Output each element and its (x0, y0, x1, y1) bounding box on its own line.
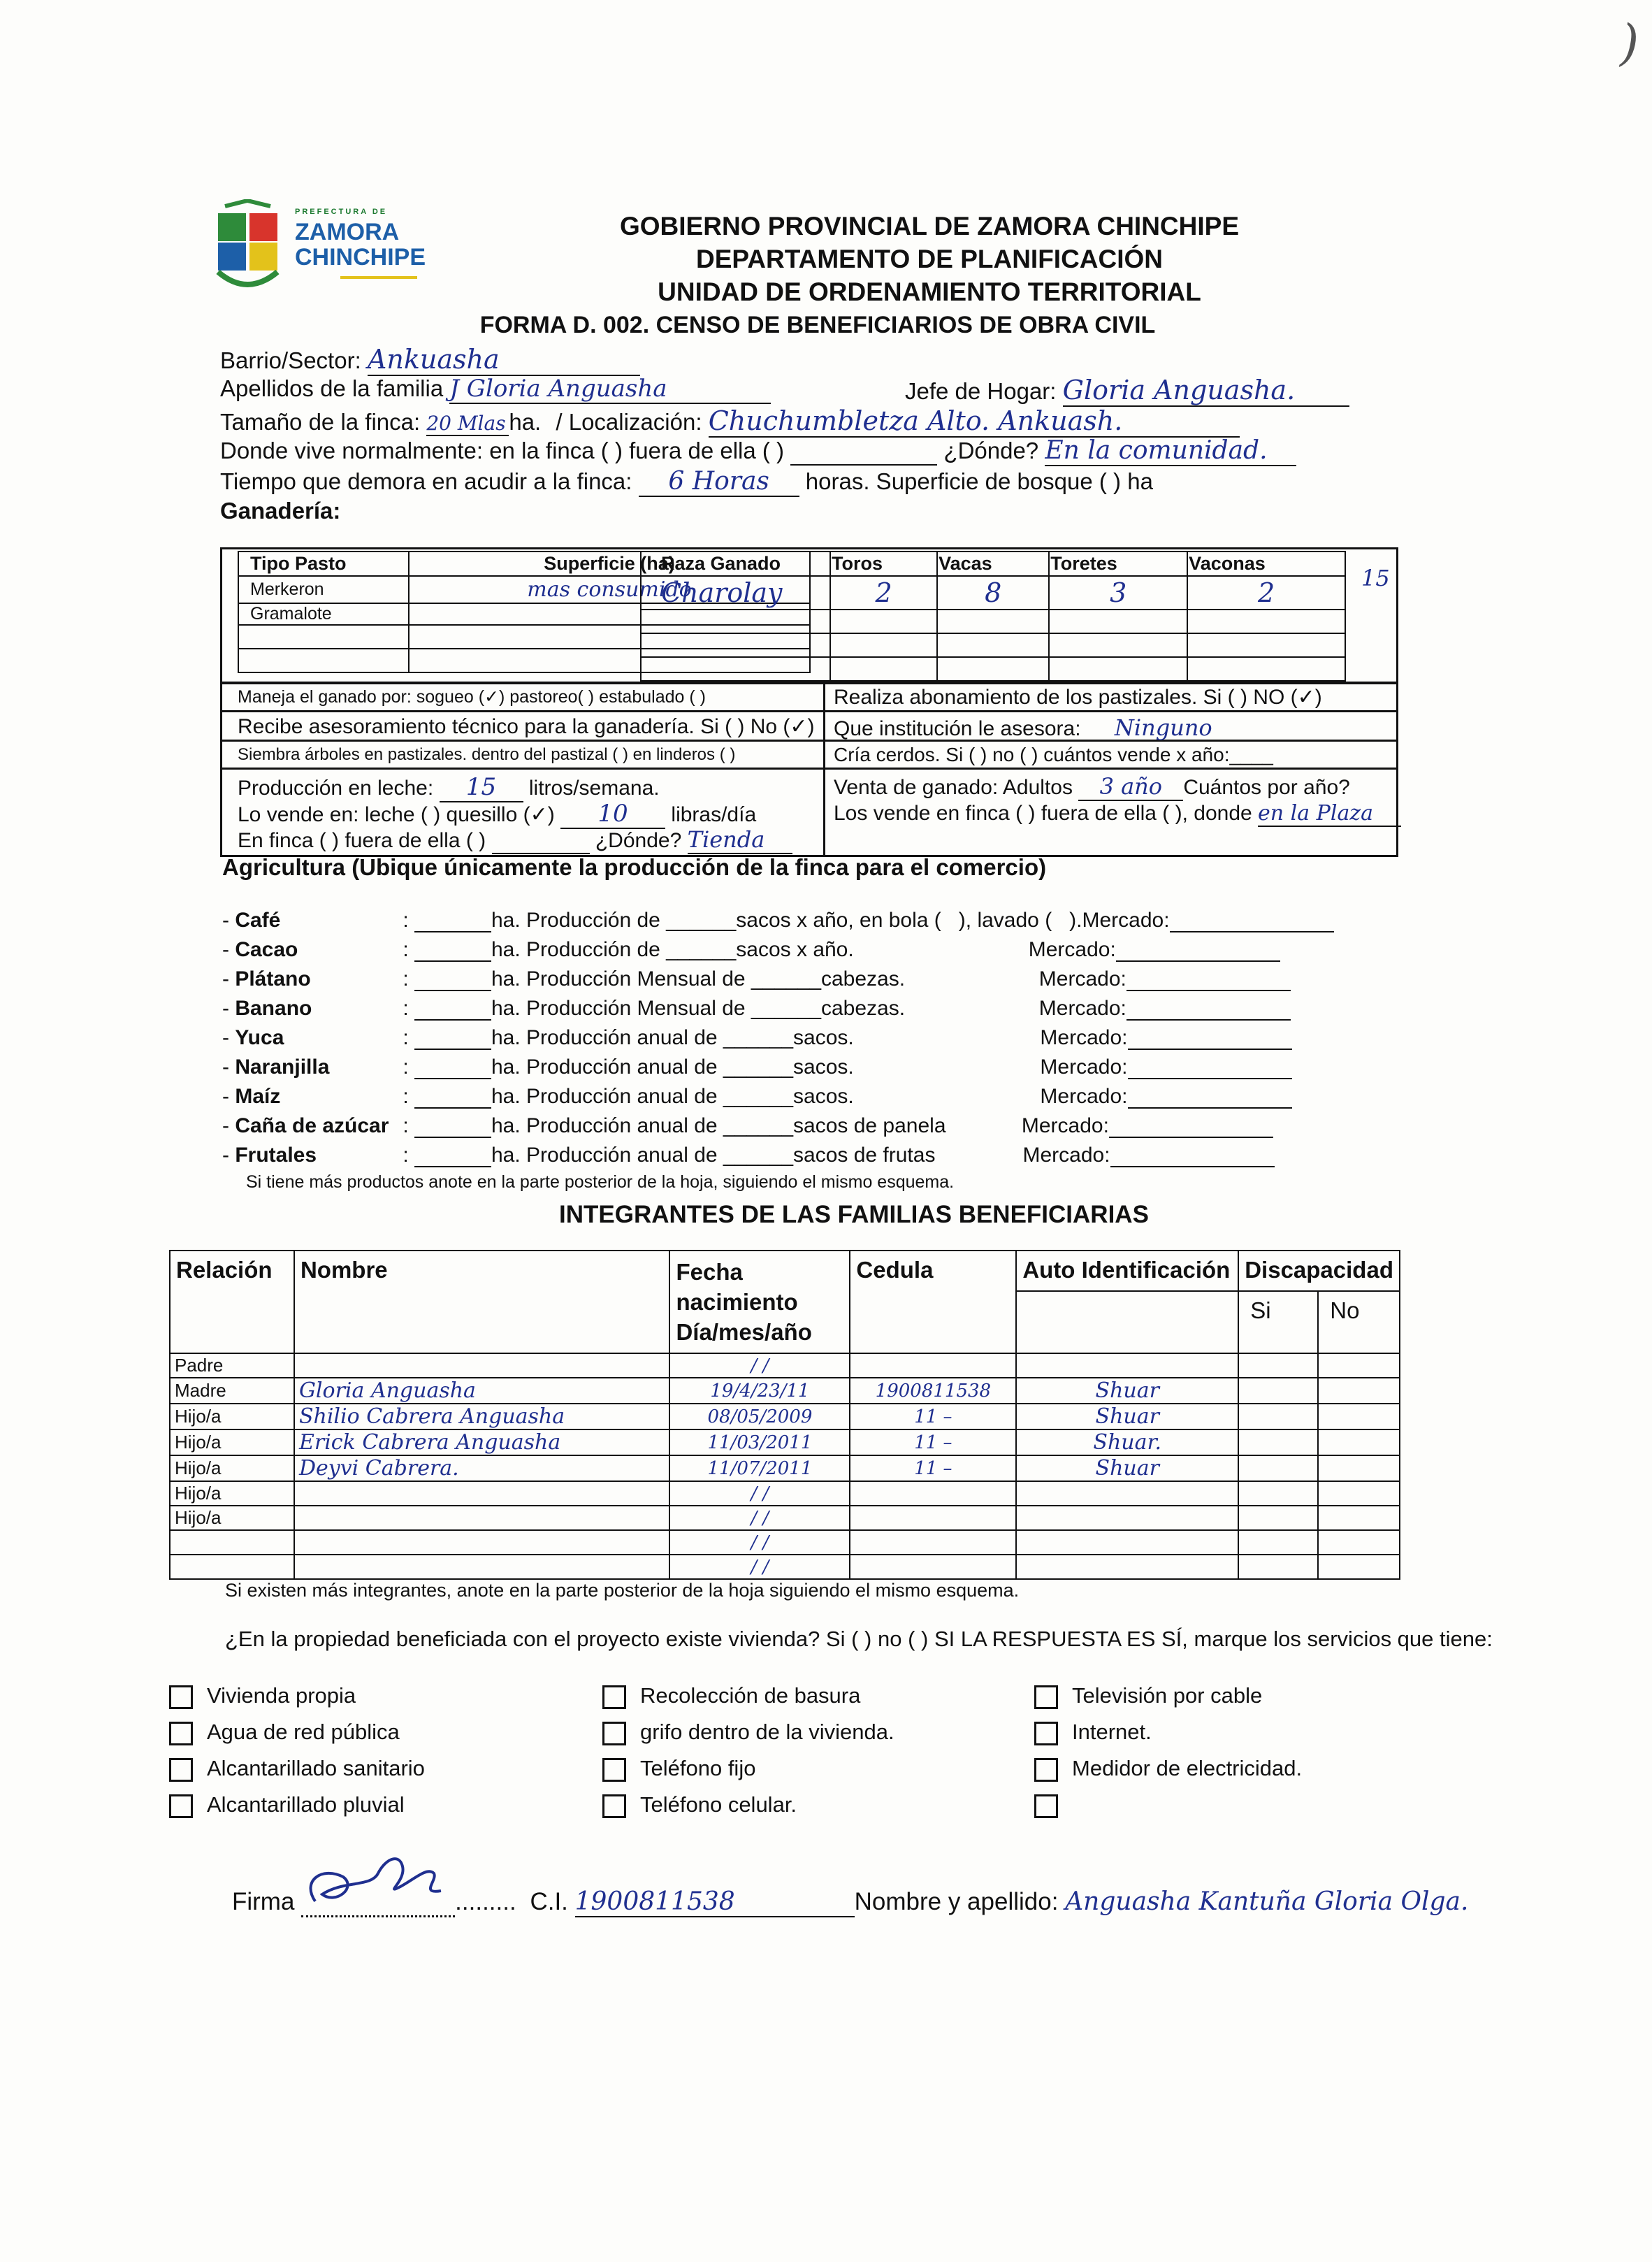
vive-label: Donde vive normalmente: en la finca ( ) fuera de ella ( ) (220, 438, 785, 463)
cell-disc-si (1238, 1455, 1318, 1481)
table-row (170, 1353, 1400, 1378)
header-fecha: Fecha nacimiento Día/mes/año (669, 1251, 850, 1353)
agricultura-row: - Café : ha. Producción de ______sacos x año, en bola ( ), lavado ( ).Mercado: (222, 907, 1334, 932)
cell-disc-si (1238, 1404, 1318, 1429)
pasto-cell: Merkeron (238, 576, 409, 603)
vende-finca-label: Los vende en finca ( ) fuera de ella ( ), donde (834, 802, 1252, 825)
asesoramiento-text: Recibe asesoramiento técnico para la ganadería. Si ( ) No (✓) (238, 715, 815, 738)
header-cedula: Cedula (850, 1251, 1016, 1353)
service-option[interactable] (169, 1683, 356, 1709)
checkbox[interactable] (602, 1722, 626, 1745)
agricultura-row: - Yuca : ha. Producción anual de ______sacos. Mercado: (222, 1025, 1292, 1050)
vende-value: 10 (560, 800, 665, 829)
cell-auto (1016, 1506, 1238, 1530)
cell-disc-no (1318, 1455, 1400, 1481)
leche-label: Producción en leche: (238, 777, 434, 800)
cell-disc-no (1318, 1555, 1400, 1579)
service-label: grifo dentro de la vivienda. (640, 1720, 894, 1744)
cell-nombre: Erick Cabrera Anguasha (294, 1429, 670, 1455)
pasto-cell: mas consumido (409, 576, 810, 603)
service-label: Alcantarillado sanitario (207, 1756, 425, 1780)
cell-cedula (850, 1555, 1016, 1579)
finca-line (238, 826, 792, 854)
cell-relacion: Hijo/a (170, 1455, 294, 1481)
form-title: FORMA D. 002. CENSO DE BENEFICIARIOS DE OBRA CIVIL (479, 312, 1156, 338)
vende-finca-value: en la Plaza (1258, 801, 1401, 827)
tamano-label: Tamaño de la finca: (220, 409, 421, 435)
service-label: Medidor de electricidad. (1072, 1756, 1303, 1780)
checkbox[interactable] (602, 1758, 626, 1782)
cell-disc-no (1318, 1378, 1400, 1404)
header-line-1: GOBIERNO PROVINCIAL DE ZAMORA CHINCHIPE (620, 212, 1239, 240)
cell-disc-si (1238, 1506, 1318, 1530)
crop-text: ha. Producción de ______sacos x año, en bola ( ), lavado ( ).Mercado: (491, 909, 1170, 932)
service-label: Internet. (1072, 1720, 1152, 1744)
cell-relacion: Hijo/a (170, 1481, 294, 1506)
cell-auto (1016, 1530, 1238, 1555)
tamano-line (220, 405, 1240, 438)
cell-fecha: / / (669, 1555, 850, 1579)
cell-disc-no (1318, 1404, 1400, 1429)
cell-disc-si (1238, 1555, 1318, 1579)
venta-label: Venta de ganado: Adultos (834, 776, 1073, 799)
ganaderia-label: Ganadería: (220, 498, 341, 524)
cell-auto: Shuar. (1016, 1429, 1238, 1455)
pasto-header-superficie: Superficie (ha) (409, 552, 810, 576)
agricultura-row: - Naranjilla : ha. Producción anual de ______sacos. Mercado: (222, 1054, 1292, 1079)
cell-cedula (850, 1481, 1016, 1506)
cerdos-text: Cría cerdos. Si ( ) no ( ) cuántos vende x año:____ (834, 744, 1273, 765)
cell-fecha: 11/03/2011 (669, 1429, 850, 1455)
pasto-header-tipo: Tipo Pasto (238, 552, 409, 576)
cell-cedula (850, 1530, 1016, 1555)
ci-value: 1900811538 (575, 1887, 855, 1917)
ganado-cell: Charolay (641, 576, 830, 610)
ganado-cell: 2 (830, 576, 937, 610)
crop-name: Yuca (235, 1026, 284, 1049)
barrio-line (220, 344, 640, 376)
tiempo-line (220, 467, 1153, 497)
cell-nombre (294, 1530, 670, 1555)
cell-fecha: 19/4/23/11 (669, 1378, 850, 1404)
leche-value: 15 (440, 773, 523, 802)
cell-fecha: 11/07/2011 (669, 1455, 850, 1481)
checkbox[interactable] (1034, 1758, 1058, 1782)
cell-disc-si (1238, 1378, 1318, 1404)
coat-of-arms-icon (211, 199, 288, 304)
apellidos-value: J Gloria Anguasha (449, 375, 771, 404)
service-label: Agua de red pública (207, 1720, 400, 1744)
cell-fecha: / / (669, 1530, 850, 1555)
ganado-header: Toros (830, 552, 937, 576)
cell-relacion: Madre (170, 1378, 294, 1404)
cell-cedula: 1900811538 (850, 1378, 1016, 1404)
cell-fecha: / / (669, 1481, 850, 1506)
table-row (170, 1378, 1400, 1404)
jefe-value: Gloria Anguasha. (1063, 375, 1349, 407)
header-line-3: UNIDAD DE ORDENAMIENTO TERRITORIAL (658, 278, 1201, 306)
vende-label: Lo vende en: leche ( ) quesillo (✓) (238, 803, 555, 826)
venta-value: 3 año (1078, 773, 1183, 801)
checkbox[interactable] (1034, 1685, 1058, 1709)
ganaderia-info (220, 682, 1398, 857)
ganado-cell: 2 (1187, 576, 1345, 610)
checkbox[interactable] (169, 1685, 193, 1709)
crop-name: Frutales (235, 1144, 317, 1167)
ganado-cell: 3 (1049, 576, 1187, 610)
corner-mark: ) (1620, 14, 1639, 71)
service-label: Teléfono celular. (640, 1792, 797, 1817)
institucion-value: Ninguno (1114, 714, 1212, 741)
ganado-header: Vacas (937, 552, 1049, 576)
cell-disc-no (1318, 1506, 1400, 1530)
agricultura-row: - Caña de azúcar : ha. Producción anual de ______sacos de panela Mercado: (222, 1113, 1273, 1138)
finca-donde-label: ¿Dónde? (595, 829, 682, 852)
integrantes-table (169, 1250, 1400, 1580)
logo-text-1: ZAMORA (295, 219, 400, 245)
service-label: Televisión por cable (1072, 1683, 1263, 1708)
cell-nombre (294, 1481, 670, 1506)
table-row (170, 1455, 1400, 1481)
service-option[interactable] (602, 1756, 755, 1782)
barrio-label: Barrio/Sector: (220, 347, 361, 373)
cell-nombre: Shilio Cabrera Anguasha (294, 1404, 670, 1429)
header-no: No (1318, 1291, 1400, 1353)
cell-nombre: Gloria Anguasha (294, 1378, 670, 1404)
cell-nombre (294, 1506, 670, 1530)
crop-text: ha. Producción anual de ______sacos. Mercado: (491, 1026, 1128, 1049)
ci-label: C.I. (530, 1888, 568, 1915)
pasto-cell: Gramalote (238, 603, 409, 625)
header-auto: Auto Identificación (1016, 1251, 1238, 1291)
cell-relacion: Hijo/a (170, 1506, 294, 1530)
cell-disc-si (1238, 1530, 1318, 1555)
crop-name: Caña de azúcar (235, 1114, 389, 1137)
ganaderia-box (220, 547, 1398, 684)
cell-relacion: Hijo/a (170, 1429, 294, 1455)
service-option[interactable] (602, 1720, 894, 1745)
nombre-label: Nombre y apellido: (854, 1888, 1059, 1915)
service-option[interactable] (169, 1756, 425, 1782)
cell-nombre (294, 1555, 670, 1579)
finca-label: En finca ( ) fuera de ella ( ) (238, 829, 486, 852)
crop-name: Naranjilla (235, 1056, 330, 1079)
cell-disc-si (1238, 1429, 1318, 1455)
arboles-text: Siembra árboles en pastizales. dentro del pastizal ( ) en linderos ( ) (238, 745, 736, 764)
cell-auto: Shuar (1016, 1404, 1238, 1429)
firma-label: Firma (232, 1888, 295, 1915)
apellidos-label: Apellidos de la familia (220, 375, 444, 401)
crop-name: Maíz (235, 1085, 281, 1108)
jefe-label: Jefe de Hogar: (905, 378, 1057, 404)
signature (301, 1887, 455, 1917)
crop-text: ha. Producción anual de ______sacos. Mercado: (491, 1056, 1128, 1079)
agricultura-row: - Frutales : ha. Producción anual de ______sacos de frutas Mercado: (222, 1142, 1275, 1167)
agricultura-note: Si tiene más productos anote en la parte posterior de la hoja, siguiendo el mismo esquema. (246, 1172, 955, 1192)
jefe-line (905, 375, 1349, 407)
agricultura-row: - Maíz : ha. Producción anual de ______sacos. Mercado: (222, 1083, 1292, 1109)
agricultura-row: - Cacao : ha. Producción de ______sacos x año. Mercado: (222, 937, 1280, 962)
checkbox[interactable] (602, 1794, 626, 1818)
venta-line (834, 773, 1350, 801)
agricultura-title: Agricultura (Ubique únicamente la producción de la finca para el comercio) (222, 854, 1047, 880)
table-row (170, 1404, 1400, 1429)
cell-cedula (850, 1353, 1016, 1378)
service-label: Recolección de basura (640, 1683, 861, 1708)
donde-label: ¿Dónde? (943, 438, 1039, 463)
service-option[interactable] (1034, 1792, 1072, 1818)
checkbox[interactable] (169, 1722, 193, 1745)
venta-suffix: Cuántos por año? (1183, 776, 1350, 799)
service-option[interactable] (169, 1720, 400, 1745)
cell-disc-no (1318, 1429, 1400, 1455)
vende-line (238, 800, 756, 829)
ganado-total-note: 15 (1361, 565, 1390, 591)
tamano-unit: ha. (509, 409, 542, 435)
signature-icon (294, 1838, 462, 1915)
maneja-text: Maneja el ganado por: sogueo (✓) pastoreo( ) estabulado ( ) (238, 687, 706, 707)
cell-relacion: Padre (170, 1353, 294, 1378)
cell-disc-no (1318, 1530, 1400, 1555)
cell-relacion (170, 1530, 294, 1555)
service-option[interactable] (1034, 1683, 1262, 1709)
cell-cedula: 11 – (850, 1429, 1016, 1455)
logo-underline (340, 276, 417, 279)
table-row (170, 1481, 1400, 1506)
cell-disc-si (1238, 1481, 1318, 1506)
cell-disc-si (1238, 1353, 1318, 1378)
ganado-header: Toretes (1049, 552, 1187, 576)
cell-fecha: 08/05/2009 (669, 1404, 850, 1429)
cell-auto (1016, 1481, 1238, 1506)
cell-relacion: Hijo/a (170, 1404, 294, 1429)
tiempo-value: 6 Horas (639, 467, 799, 497)
cell-auto: Shuar (1016, 1455, 1238, 1481)
cell-nombre: Deyvi Cabrera. (294, 1455, 670, 1481)
crop-text: ha. Producción anual de ______sacos de panela Mercado: (491, 1114, 1109, 1137)
nombre-value: Anguasha Kantuña Gloria Olga. (1065, 1887, 1469, 1916)
localizacion-label: / Localización: (556, 409, 702, 435)
logo-text-2: CHINCHIPE (295, 244, 426, 271)
cell-auto (1016, 1555, 1238, 1579)
ganado-cell: 8 (937, 576, 1049, 610)
abono-text: Realiza abonamiento de los pastizales. Si ( ) NO (✓) (834, 686, 1322, 709)
tiempo-suffix: horas. Superficie de bosque ( ) ha (805, 468, 1153, 494)
institucion-line (834, 714, 1212, 741)
crop-name: Plátano (235, 967, 311, 990)
table-row (170, 1530, 1400, 1555)
header-line-2: DEPARTAMENTO DE PLANIFICACIÓN (695, 245, 1164, 273)
cell-cedula (850, 1506, 1016, 1530)
tiempo-label: Tiempo que demora en acudir a la finca: (220, 468, 632, 494)
service-option[interactable] (1034, 1720, 1152, 1745)
crop-text: ha. Producción Mensual de ______cabezas. Mercado: (491, 997, 1126, 1020)
checkbox[interactable] (169, 1794, 193, 1818)
cell-disc-no (1318, 1481, 1400, 1506)
checkbox[interactable] (169, 1758, 193, 1782)
vivienda-question: ¿En la propiedad beneficiada con el proyecto existe vivienda? Si ( ) no ( ) SI LA RESPUESTA ES SÍ, marque los servicios que tiene: (225, 1627, 1493, 1651)
logo (211, 199, 435, 304)
barrio-value: Ankuasha (368, 344, 640, 376)
checkbox[interactable] (602, 1685, 626, 1709)
header-discapacidad: Discapacidad (1238, 1251, 1400, 1291)
crop-text: ha. Producción Mensual de ______cabezas. Mercado: (491, 967, 1126, 990)
ganado-header: Vaconas (1187, 552, 1345, 576)
service-option[interactable] (1034, 1756, 1302, 1782)
service-option[interactable] (602, 1792, 797, 1818)
crop-name: Banano (235, 997, 312, 1020)
vive-line (220, 436, 1296, 466)
checkbox[interactable] (1034, 1722, 1058, 1745)
service-option[interactable] (602, 1683, 860, 1709)
checkbox[interactable] (1034, 1794, 1058, 1818)
tamano-value: 20 Mlas (426, 412, 509, 436)
header-relacion: Relación (170, 1251, 294, 1353)
cell-relacion (170, 1555, 294, 1579)
ganado-header: Raza Ganado (641, 552, 830, 576)
agricultura-row: - Plátano : ha. Producción Mensual de ______cabezas. Mercado: (222, 966, 1291, 991)
header-si: Si (1238, 1291, 1318, 1353)
crop-name: Cacao (235, 938, 298, 961)
crop-text: ha. Producción anual de ______sacos. Mercado: (491, 1085, 1128, 1108)
service-option[interactable] (169, 1792, 405, 1818)
integrantes-note: Si existen más integrantes, anote en la parte posterior de la hoja siguiendo el mismo esquema. (225, 1580, 1020, 1601)
cell-cedula: 11 – (850, 1404, 1016, 1429)
ganado-table (640, 551, 1346, 682)
apellidos-line (220, 375, 771, 404)
cell-auto (1016, 1353, 1238, 1378)
cell-disc-no (1318, 1353, 1400, 1378)
cell-fecha: / / (669, 1506, 850, 1530)
finca-donde-value: Tienda (688, 826, 792, 854)
header-nombre: Nombre (294, 1251, 670, 1353)
leche-line (238, 773, 660, 802)
cell-auto: Shuar (1016, 1378, 1238, 1404)
crop-text: ha. Producción de ______sacos x año. Mercado: (491, 938, 1116, 961)
table-row (170, 1555, 1400, 1579)
service-label: Vivienda propia (207, 1683, 356, 1708)
cell-nombre (294, 1353, 670, 1378)
table-row (170, 1429, 1400, 1455)
donde-value: En la comunidad. (1045, 436, 1296, 466)
service-label: Teléfono fijo (640, 1756, 756, 1780)
integrantes-title: INTEGRANTES DE LAS FAMILIAS BENEFICIARIAS (559, 1201, 1149, 1228)
service-label: Alcantarillado pluvial (207, 1792, 405, 1817)
vende-unit: libras/día (671, 803, 757, 826)
cell-cedula: 11 – (850, 1455, 1016, 1481)
firma-line: Firma ......... C.I. 1900811538 Nombre y apellido: Anguasha Kantuña Gloria Olga. (232, 1887, 1468, 1917)
vende-finca-line (834, 801, 1401, 827)
table-row (170, 1506, 1400, 1530)
crop-name: Café (235, 909, 281, 932)
leche-unit: litros/semana. (528, 777, 660, 800)
agricultura-row: - Banano : ha. Producción Mensual de ______cabezas. Mercado: (222, 995, 1291, 1021)
cell-fecha: / / (669, 1353, 850, 1378)
institucion-label: Que institución le asesora: (834, 717, 1081, 740)
crop-text: ha. Producción anual de ______sacos de frutas Mercado: (491, 1144, 1110, 1167)
logo-small-text: PREFECTURA DE (295, 208, 388, 216)
localizacion-value: Chuchumbletza Alto. Ankuash. (709, 405, 1240, 438)
